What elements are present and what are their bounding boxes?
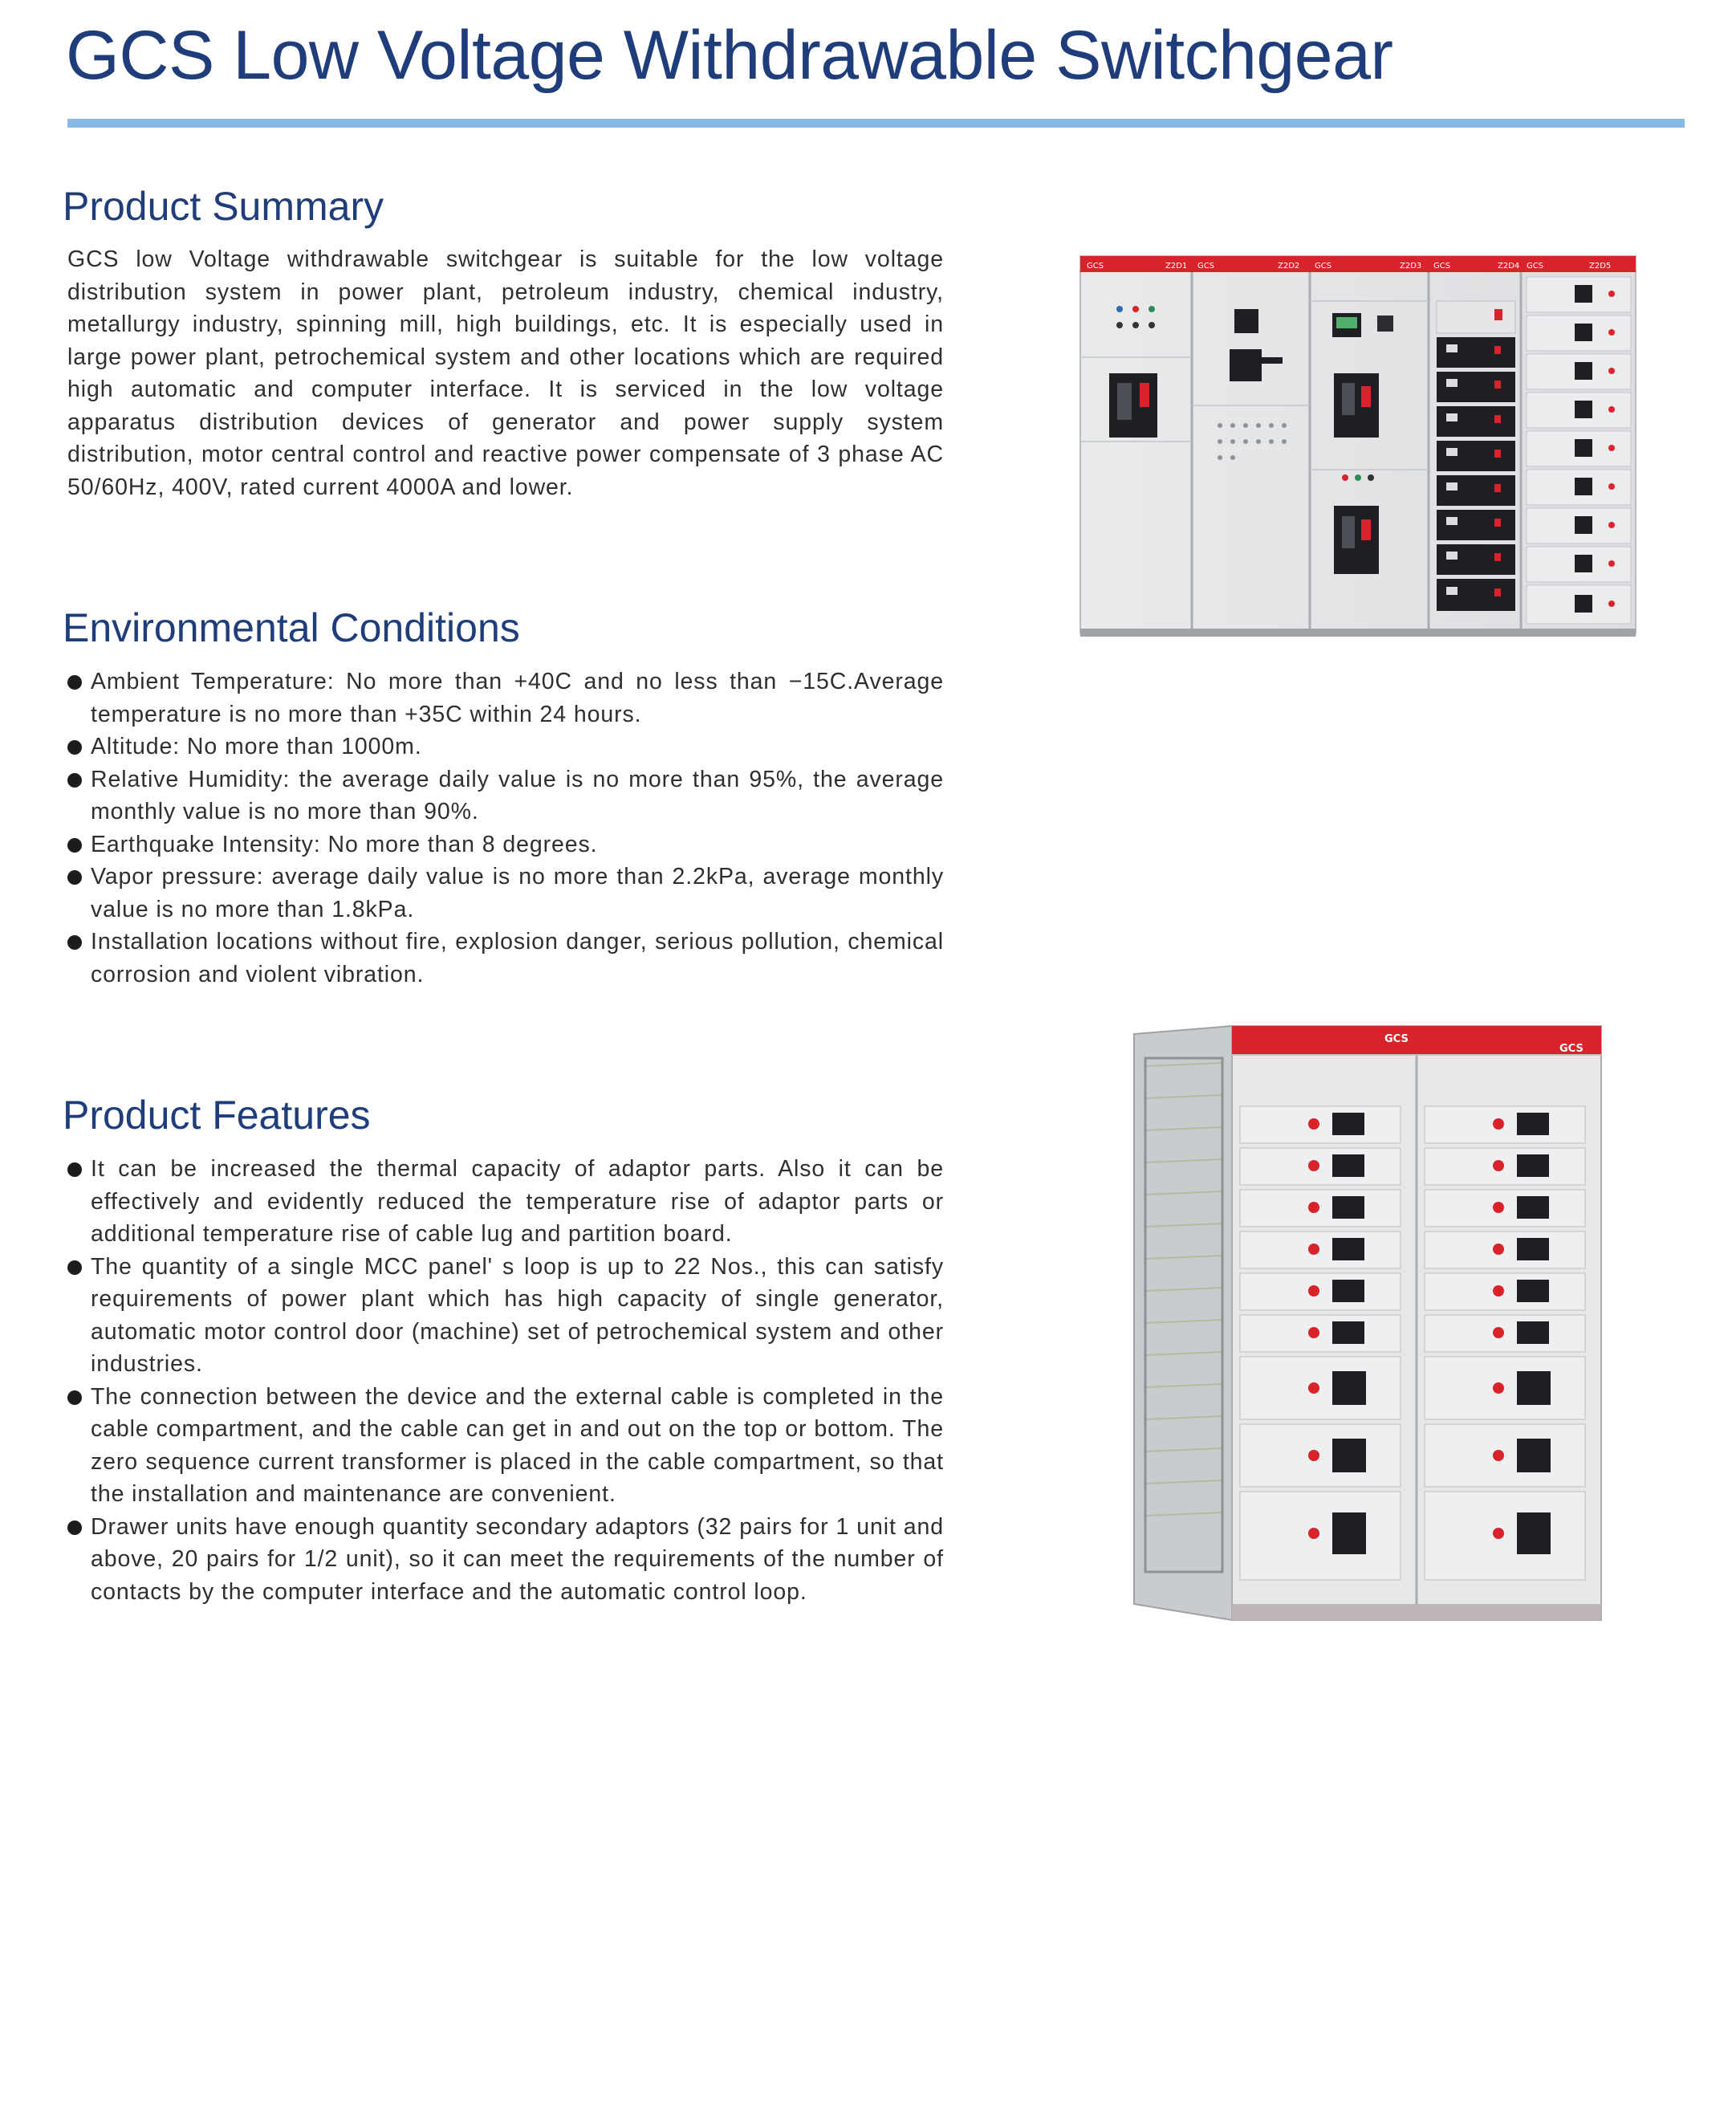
bullet-icon: [67, 773, 82, 788]
bullet-icon: [67, 1390, 82, 1405]
bullet-icon: [67, 870, 82, 885]
bullet-icon: [67, 838, 82, 853]
list-item: Vapor pressure: average daily value is no more than 2.2kPa, average monthly value is no more than 1.8kPa.: [67, 861, 944, 926]
bullet-icon: [67, 675, 82, 690]
list-item: The quantity of a single MCC panel' s loop is up to 22 Nos., this can satisfy requirements of power plant which has high capacity of single generator, automatic motor control door (machine) set of petrochemical system and other industries.: [67, 1251, 944, 1381]
list-item: It can be increased the thermal capacity of adaptor parts. Also it can be effectively and evidently reduced the temperature rise of adaptor parts or additional temperature rise of cable lug and partition board.: [67, 1153, 944, 1251]
summary-heading: Product Summary: [63, 184, 384, 229]
environment-heading: Environmental Conditions: [63, 605, 520, 650]
environment-list: [67, 666, 944, 991]
panel-label: Z2D1: [1165, 262, 1188, 271]
panel-label: GCS: [1197, 262, 1215, 271]
panel-label: GCS: [1384, 1033, 1409, 1045]
panel-label: Z2D3: [1400, 262, 1422, 271]
mcc-cabinet-photo: [1128, 1010, 1605, 1636]
panel-label: GCS: [1433, 262, 1451, 271]
panel-label: GCS: [1087, 262, 1104, 271]
list-item: Ambient Temperature: No more than +40C and no less than −15C.Average temperature is no more than +35C within 24 hours.: [67, 666, 944, 731]
bullet-icon: [67, 1521, 82, 1535]
panel-label: GCS: [1527, 262, 1544, 271]
list-item: The connection between the device and the external cable is completed in the cable compartment, and the cable can get in and out on the top or bottom. The zero sequence current transformer is placed in the cable compartment, so that the installation and maintenance are convenient.: [67, 1381, 944, 1511]
bullet-icon: [67, 935, 82, 950]
list-item: Earthquake Intensity: No more than 8 degrees.: [67, 828, 944, 861]
panel-label: Z2D4: [1498, 262, 1520, 271]
title-underline: [67, 119, 1685, 128]
switchgear-lineup-photo: [1075, 245, 1645, 670]
list-item: Altitude: No more than 1000m.: [67, 731, 944, 763]
features-heading: Product Features: [63, 1093, 371, 1138]
bullet-icon: [67, 1260, 82, 1275]
summary-paragraph: GCS low Voltage withdrawable switchgear is suitable for the low voltage distribution system in power plant, petroleum industry, chemical industry, metallurgy industry, spinning mill, high buildings, etc. It is especially used in large power plant, petrochemical system and other locations which are required high automatic and computer interface. It is serviced in the low voltage apparatus distribution devices of generator and power supply system distribution, motor central control and reactive power compensate of 3 phase AC 50/60Hz, 400V, rated current 4000A and lower.: [67, 246, 944, 500]
panel-label: Z2D2: [1278, 262, 1300, 271]
list-item: Drawer units have enough quantity secondary adaptors (32 pairs for 1 unit and above, 20 pairs for 1/2 unit), so it can meet the requirements of the number of contacts by the computer interface and the automatic control loop.: [67, 1511, 944, 1609]
panel-label: Z2D5: [1589, 262, 1612, 271]
panel-label: GCS: [1315, 262, 1332, 271]
features-list: [67, 1153, 944, 1608]
panel-label: GCS: [1559, 1043, 1584, 1055]
bullet-icon: [67, 740, 82, 755]
list-item: Relative Humidity: the average daily value is no more than 95%, the average monthly value is no more than 90%.: [67, 763, 944, 828]
bullet-icon: [67, 1162, 82, 1177]
page-title: GCS Low Voltage Withdrawable Switchgear: [66, 17, 1393, 94]
list-item: Installation locations without fire, explosion danger, serious pollution, chemical corrosion and violent vibration.: [67, 926, 944, 991]
